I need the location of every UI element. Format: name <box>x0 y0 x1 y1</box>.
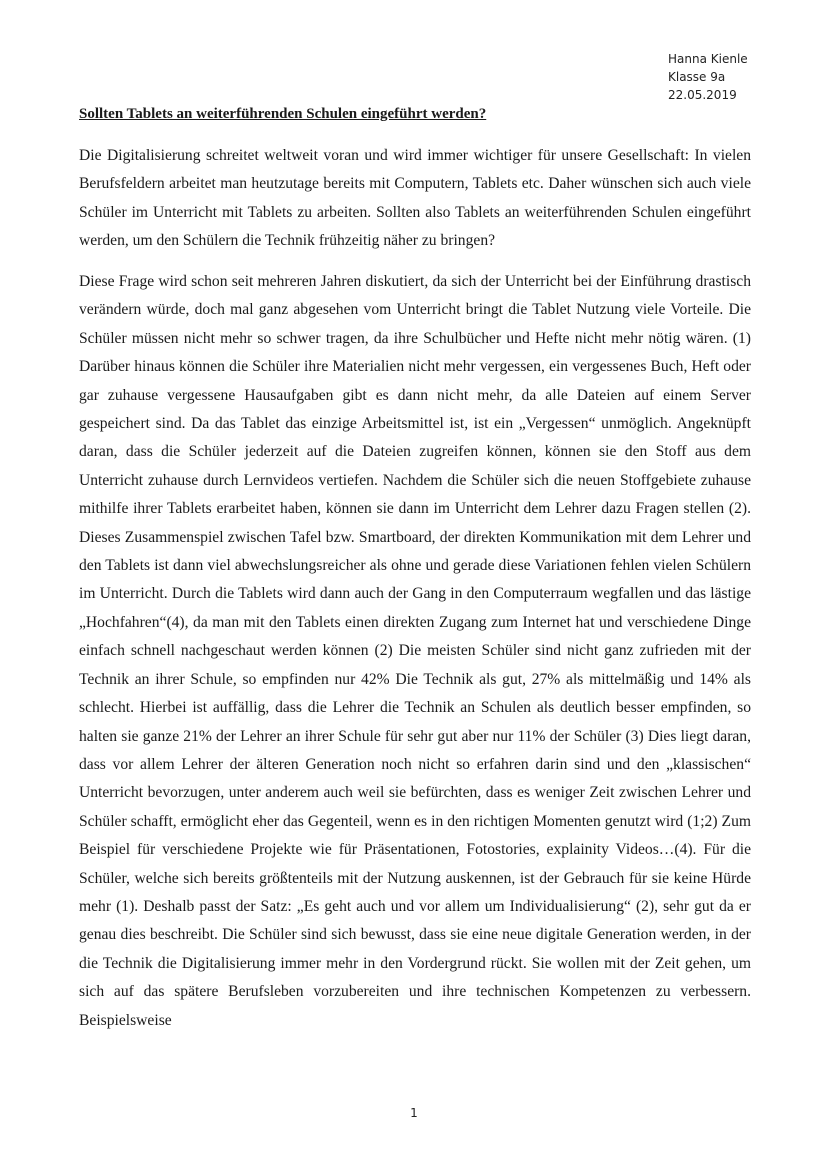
document-header <box>668 50 748 104</box>
class-label: Klasse 9a <box>668 70 726 84</box>
document-title: Sollten Tablets an weiterführenden Schulen eingeführt werden? <box>79 106 487 122</box>
paragraph-introduction: Die Digitalisierung schreitet weltweit voran und wird immer wichtiger für unsere Gesellschaft: In vielen Berufsfeldern arbeitet man heutzutage bereits mit Computern, Tablets etc. Daher wünschen sich auch viele Schüler im Unterricht mit Tablets zu arbeiten. Sollten also Tablets an weiterführenden Schulen eingeführt werden, um den Schülern die Technik frühzeitig näher zu bringen? <box>79 147 751 250</box>
author-name: Hanna Kienle <box>668 52 748 66</box>
document-date: 22.05.2019 <box>668 88 737 102</box>
paragraph-main: Diese Frage wird schon seit mehreren Jahren diskutiert, da sich der Unterricht bei der Einführung drastisch verändern würde, doch mal ganz abgesehen vom Unterricht bringt die Tablet Nutzung viele Vorteile. Die Schüler müssen nicht mehr so schwer tragen, da ihre Schulbücher und Hefte nicht mehr nötig wären. (1) Darüber hinaus können die Schüler ihre Materialien nicht mehr vergessen, ein vergessenes Buch, Heft oder gar zuhause vergessene Hausaufgaben gibt es dann nicht mehr, da alle Dateien auf einem Server gespeichert sind. Da das Tablet das einzige Arbeitsmittel ist, ist ein „Vergessen“ unmöglich. Angeknüpft daran, dass die Schüler jederzeit auf die Dateien zugreifen können, können sie den Stoff aus dem Unterricht zuhause durch Lernvideos vertiefen. Nachdem die Schüler sich die neuen Stoffgebiete zuhause mithilfe ihrer Tablets erarbeitet haben, können sie dann im Unterricht dem Lehrer dazu Fragen stellen (2). Dieses Zusammenspiel zwischen Tafel bzw. Smartboard, der direkten Kommunikation mit dem Lehrer und den Tablets ist dann viel abwechslungsreicher als ohne und gerade diese Variationen fehlen vielen Schülern im Unterricht. Durch die Tablets wird dann auch der Gang in den Computerraum wegfallen und das lästige „Hochfahren“(4), da man mit den Tablets einen direkten Zugang zum Internet hat und verschiedene Dinge einfach schnell nachgeschaut werden können (2) Die meisten Schüler sind nicht ganz zufrieden mit der Technik an ihrer Schule, so empfinden nur 42% Die Technik als gut, 27% als mittelmäßig und 14% als schlecht. Hierbei ist auffällig, dass die Lehrer die Technik an Schulen als deutlich besser empfinden, so halten sie ganze 21% der Lehrer an ihrer Schule für sehr gut aber nur 11% der Schüler (3) Dies liegt daran, dass vor allem Lehrer der älteren Generation noch nicht so erfahren darin sind und den „klassischen“ Unterricht bevorzugen, unter anderem auch weil sie befürchten, dass es weniger Zeit zwischen Lehrer und Schüler schafft, ermöglicht eher das Gegenteil, wenn es in den richtigen Momenten genutzt wird (1;2) Zum Beispiel für verschiedene Projekte wie für Präsentationen, Fotostories, explainity Videos…(4). Für die Schüler, welche sich bereits größtenteils mit der Nutzung auskennen, ist der Gebrauch für sie keine Hürde mehr (1). Deshalb passt der Satz: „Es geht auch und vor allem um Individualisierung“ (2), sehr gut da er genau dies beschreibt. Die Schüler sind sich bewusst, dass sie eine neue digitale Generation werden, in der die Technik die Digitalisierung immer mehr in den Vordergrund rückt. Sie wollen mit der Zeit gehen, um sich auf das spätere Berufsleben vorzubereiten und ihre technischen Kompetenzen zu verbessern. Beispielsweise <box>79 273 751 1029</box>
page-number: 1 <box>410 1106 418 1120</box>
